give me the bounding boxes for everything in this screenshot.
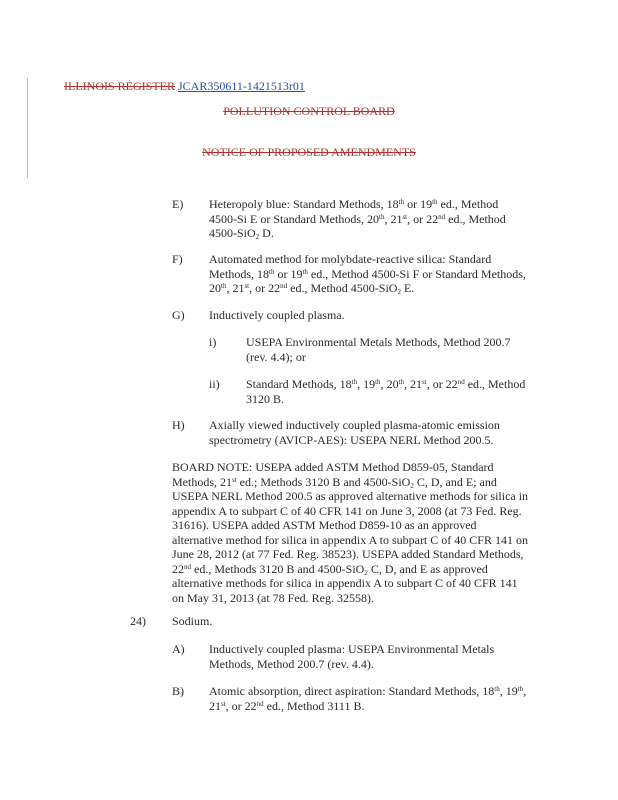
register-title: ILLINOIS REGISTER (64, 79, 175, 93)
margin-rule (27, 78, 28, 178)
item-g-ii-label: ii) (209, 377, 220, 391)
item-g-i-label: i) (209, 335, 217, 349)
sodium-a-label: A) (172, 642, 185, 656)
item-h-label: H) (172, 418, 185, 432)
item-g-text: Inductively coupled plasma. (209, 308, 345, 322)
item-e-label: E) (172, 197, 184, 211)
board-header: POLLUTION CONTROL BOARD (223, 104, 395, 118)
doc-id: JCAR350611-1421513r01 (178, 79, 305, 93)
sodium-a-text: Inductively coupled plasma: USEPA Environmental Metals Methods, Method 200.7 (rev. 4.4). (209, 642, 495, 671)
item-g-label: G) (172, 308, 185, 322)
item-g-i-text: USEPA Environmental Metals Methods, Method 200.7 (rev. 4.4); or (246, 335, 511, 364)
item-f-text: Automated method for molybdate-reactive silica: Standard Methods, 18th or 19th ed., Method 4500-Si F or Standard Methods, 20th, 21st, or 22nd ed., Method 4500-SiO$_2$ E. (209, 252, 526, 296)
sodium-b-text: Atomic absorption, direct aspiration: Standard Methods, 18th, 19th, 21st, or 22nd ed., Method 3111 B. (209, 684, 527, 713)
item-24-text: Sodium. (172, 614, 213, 628)
sodium-b-label: B) (172, 684, 184, 698)
board-note: BOARD NOTE: USEPA added ASTM Method D859-05, Standard Methods, 21st ed.; Methods 3120 B and 4500-SiO$_2$ C, D, and E; and USEPA NERL Method 200.5 as approved alternative methods for silica in appendix A to subpart C of 40 CFR 141 on June 3, 2008 (at 73 Fed. Reg. 31616). USEPA added ASTM Method D859-10 as an approved alternative method for silica in appendix A to subpart C of 40 CFR 141 on June 28, 2012 (at 77 Fed. Reg. 38523). USEPA added Standard Methods, 22nd ed., Methods 3120 B and 4500-SiO$_2$ C, D, and E as approved alternative methods for silica in appendix A to subpart C of 40 CFR 141 on May 31, 2013 (at 78 Fed. Reg. 32558). (172, 460, 529, 605)
item-e-text: Heteropoly blue: Standard Methods, 18th or 19th ed., Method 4500-Si E or Standard Methods, 20th, 21st, or 22nd ed., Method 4500-SiO$_2$ D. (209, 197, 506, 241)
item-h-text: Axially viewed inductively coupled plasma-atomic emission spectrometry (AVICP-AES): USEPA NERL Method 200.5. (209, 418, 500, 447)
item-24-label: 24) (130, 614, 146, 628)
item-g-ii-text: Standard Methods, 18th, 19th, 20th, 21st, or 22nd ed., Method 3120 B. (246, 377, 526, 406)
notice-header: NOTICE OF PROPOSED AMENDMENTS (202, 145, 416, 159)
item-f-label: F) (172, 252, 183, 266)
register-header (64, 79, 305, 94)
